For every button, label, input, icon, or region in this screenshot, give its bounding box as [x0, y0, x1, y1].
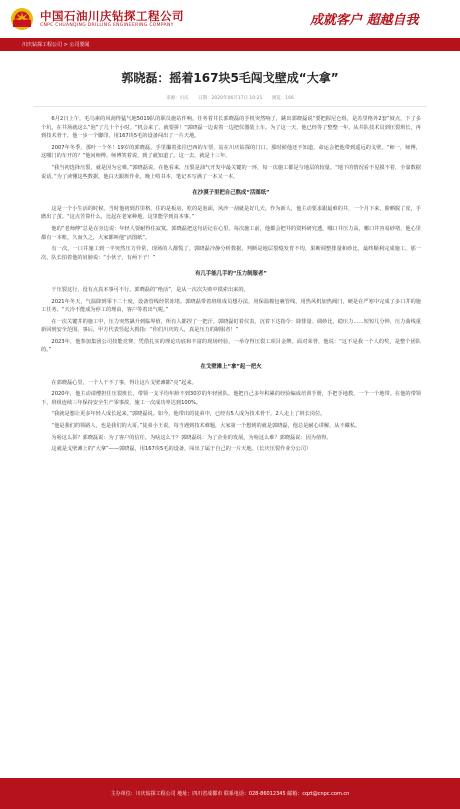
paragraph: “我就是想让更多年轻人成长起来。”郭晓磊说。如今，他带出的徒弟中，已经有5人成为技术骨干，2人走上了班长岗位。 [51, 411, 326, 418]
section-heading: 在戈壁滩上“拿”起一把火 [200, 364, 262, 371]
paragraph: 6月2日上午，毛乌素的风刮得猛气地5019队的职员施站作响。任务着井长郭晓磊的手机突然响了，跳出郭晓磊说“要把握尼仑组，是苏里格外2套”坡点，下了多个坑，在井场就这么“泡”了几十个小时。“机会来了，就要拼！”郭晓磊一边说着一边把仪器装上车。为了这一天，他已经等了整整一年。从井队技术员到压裂班长，再到技术骨干，他一步一个脚印，用167块5毛的设备闯出了一片天地。 [41, 116, 421, 140]
paragraph: 他的“老师傅”总是在旁边说：年轻人要耐得住寂寞。郭晓磊把这句话记在心里。每次施工前，他都会把井的资料研究透，哪口井压力高，哪口井容易砂堵，他心里都有一本账。久而久之，大家都叫他“活图纸”。 [41, 225, 421, 241]
org-name-cn: 中国石油川庆钻探工程公司 [40, 9, 184, 23]
paragraph: 这就是戈壁滩上的“大拿”——郭晓磊，用167块5毛的设备，闯出了属于自己的一片天地。（长庆压裂作业分公司） [51, 446, 312, 453]
nav-bar [0, 38, 460, 51]
org-name-en: CNPC CHUANQING DRILLING ENGINEERING COMPANY [40, 23, 174, 28]
article-meta [27, 95, 433, 101]
paragraph: 2007年冬季，那叶一个冬！19岁的郭晓磊，手里攥着张往巴西的车票，站在川庆钻探的门口。那时候他还不知道，命运会把他带到遥远的戈壁。“师一，师傅，这哪门的车开的？”他问师傅。师傅笑着说，到了就知道了。这一去，就是十三年。 [41, 144, 421, 160]
article-views: 浏览：166 [271, 96, 294, 101]
article-title: 郭晓磊：摇着167块5毛闯戈壁成“大拿” [121, 71, 339, 85]
section-heading: 有几手能几手的“压力制服者” [195, 271, 267, 278]
section-heading: 在沙漠子里把自己熬成“活图纸” [192, 190, 270, 197]
paragraph: 干压裂这行，没有点真本事可不行。郭晓磊的“绝活”，是从一次次失败中摸索出来的。 [51, 286, 249, 293]
footer-info: 主办单位：川庆钻探工程公司 地址：四川省成都市 联系电话：028-86012345 邮箱：cqzt@cnpc.com.cn [110, 791, 350, 797]
paragraph: “我当初选择压裂，就是因为它难。”郭晓磊说。在他看来，压裂是油气开发中最关键的一环，每一次施工都是与地层的较量。“地下的情况看不见摸不着，全靠数据说话。”为了读懂这些数据，他白天跟班作业，晚上啃书本，笔记本写满了一本又一本。 [41, 164, 421, 180]
slogan: 成就客户 超越自我 [310, 13, 419, 28]
paragraph: 为啥这么拼？郭晓磊说：为了客户的信任。为啥这么干？郭晓磊说：为了企业的发展。为啥这么难？郭晓磊说：因为值得。 [51, 434, 332, 441]
site-header [0, 0, 460, 38]
paragraph: 2021年冬天，气温降到零下二十度，设备管线经常冻堵。郭晓磊带着班组成员想办法，用保温棉包裹管线，用热风机加热阀门，硬是在严寒中完成了多口井的施工任务。“天冷不能成为停工的理由，客户等着出气呢。” [41, 298, 421, 314]
breadcrumb[interactable]: 川庆钻探工程公司 > 公司要闻 [22, 42, 90, 48]
paragraph: 这是一个小生活的时候。当时他初到苏里格，住的是板房，吃的是泡面，风沙一刮就是好几天。作为新人，他主动要求跟最难的井，一个月下来，脸晒脱了皮，手磨出了茧。“这点苦算什么，比起在老家种地，这里能学到真本事。” [41, 205, 421, 221]
title-divider [33, 106, 427, 107]
paragraph: 2023年，他参加集团公司技能竞赛，凭借扎实的理论功底和丰富的现场经验，一举夺得压裂工项目金牌。面对荣誉，他说：“这不是我一个人的奖，是整个团队的。” [41, 338, 421, 354]
site-footer [0, 778, 460, 809]
paragraph: 在郭晓磊心里，一个人干不了事，得让这片戈壁滩都“亮”起来。 [51, 379, 197, 386]
paragraph: 有一次，一口井施工到一半突然压力异常，现场的人都慌了。郭晓磊冷静分析数据，判断是地层裂缝发育不均，果断调整排量和砂比，最终顺利完成施工。那一次，队长拍着他的肩膀说：“小伙子，有两下子！” [41, 246, 421, 261]
cnpc-logo-icon[interactable] [10, 7, 34, 31]
paragraph: “他是我们的领路人，也是我们的大哥。”徒弟小王说。每当遇到技术难题，大家第一个想到的就是郭晓磊，他总是耐心讲解，从不藏私。 [51, 423, 361, 430]
paragraph: 在一次关键井的施工中，压力突然飙升到临界值，所有人都捏了一把汗。郭晓磊盯着仪表，沉着下达指令：降排量、调砂比、稳压力……短短几分钟，压力曲线重新回到安全范围。事后，甲方代表竖起大拇指：“你们川庆的人，真是压力的制服者！” [41, 318, 421, 334]
article-date: 日期：2020年06月17日 10:21 [198, 96, 263, 101]
article-source: 来源：川庆 [166, 96, 189, 101]
article-container [27, 51, 433, 766]
paragraph: 2020年，他主动请缨担任压裂班长，带领一支平均年龄不到30岁的年轻团队。他把自己多年积累的经验编成培训手册，手把手地教，一个一个地带。在他的带领下，班组连续三年保持安全生产零事故，施工一次成功率达到100%。 [41, 391, 421, 406]
article-body [41, 115, 421, 457]
